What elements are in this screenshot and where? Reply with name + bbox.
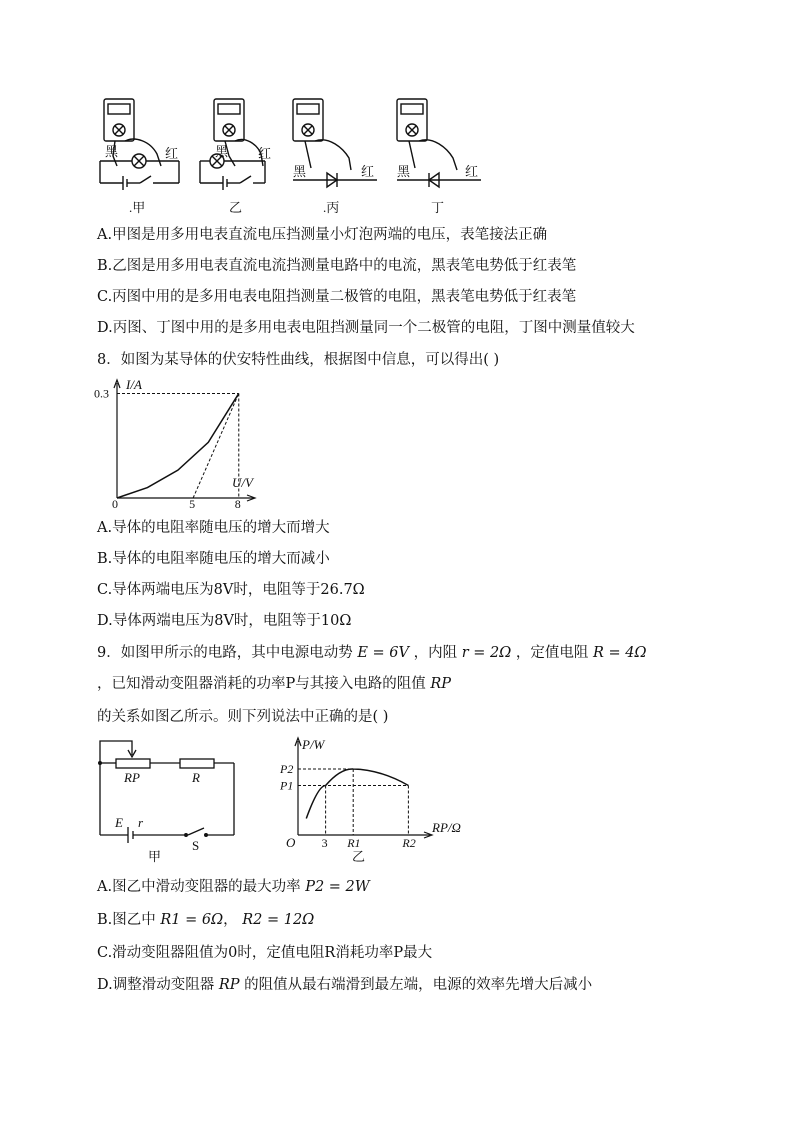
label-black: 黑 xyxy=(215,144,229,159)
q9-stem-b: ，内阻 xyxy=(413,645,458,661)
x-axis-label: U/V xyxy=(232,475,253,490)
origin-label: 0 xyxy=(112,497,118,511)
q9-internal-r: r = 2Ω xyxy=(461,645,512,661)
q9-option-a-text: A.图乙中滑动变阻器的最大功率 xyxy=(97,879,301,895)
label-red: 红 xyxy=(465,164,479,179)
q9-circuit xyxy=(92,735,242,865)
q9-stem-line2 xyxy=(97,674,451,694)
q8-option-d: D.导体两端电压为8V时，电阻等于10Ω xyxy=(97,613,352,629)
q9-option-d xyxy=(97,975,592,995)
q9-rp-symbol: RP xyxy=(430,676,452,692)
q9-option-b-eq2: R2 = 12Ω xyxy=(242,912,315,928)
x-tick-3: 3 xyxy=(321,836,328,850)
q8-option-c: C.导体两端电压为8V时，电阻等于26.7Ω xyxy=(97,582,365,598)
label-emf: E xyxy=(115,815,123,830)
q9-emf: E = 6V xyxy=(357,645,409,661)
iu-curve xyxy=(117,393,239,498)
q9-option-d-text: D.调整滑动变阻器 xyxy=(97,977,215,993)
q7-option-d: D.丙图、丁图中用的是多用电表电阻挡测量同一个二极管的电阻，丁图中测量值较大 xyxy=(97,320,635,336)
q9-option-d-symbol: RP xyxy=(218,977,240,993)
q7-option-b: B.乙图是用多用电表直流电流挡测量电路中的电流，黑表笔电势低于红表笔 xyxy=(97,258,577,274)
q9-stem-a: 9．如图甲所示的电路，其中电源电动势 xyxy=(97,645,353,661)
q8-option-a: A.导体的电阻率随电压的增大而增大 xyxy=(97,520,330,536)
label-rp: RP xyxy=(124,770,140,785)
caption-yi: 乙 xyxy=(352,849,366,864)
label-internal-r: r xyxy=(138,815,144,830)
caption-yi: 乙 xyxy=(229,200,243,215)
caption-jia: .甲 xyxy=(129,200,146,215)
q9-stem-line1 xyxy=(97,643,647,663)
q9-option-b-eq1: R1 = 6Ω xyxy=(160,912,224,928)
y-tick-p2: P2 xyxy=(280,762,294,776)
q9-fixed-r: R = 4Ω xyxy=(592,645,647,661)
x-tick-r1: R1 xyxy=(347,836,361,850)
label-red: 红 xyxy=(258,146,272,161)
label-red: 红 xyxy=(165,146,179,161)
caption-ding: 丁 xyxy=(431,200,445,215)
q9-option-b-sep: ， xyxy=(223,912,238,928)
y-tick-p1: P1 xyxy=(280,778,294,793)
y-tick-label: 0.3 xyxy=(94,386,109,401)
caption-jia: 甲 xyxy=(148,849,162,864)
q8-stem: 8．如图为某导体的伏安特性曲线，根据图中信息，可以得出( ) xyxy=(97,352,500,368)
q9-stem-line2-text: ，已知滑动变阻器消耗的功率P与其接入电路的阻值 xyxy=(97,676,426,692)
q9-option-a-eq: P2 = 2W xyxy=(305,879,370,895)
q9-option-b-text: B.图乙中 xyxy=(97,912,156,928)
multimeter-yi xyxy=(200,99,265,190)
x-tick-label: 5 xyxy=(189,497,196,511)
label-switch: S xyxy=(192,838,200,853)
q9-stem-line3: 的关系如图乙所示。则下列说法中正确的是( ) xyxy=(97,709,389,725)
label-black: 黑 xyxy=(293,164,307,179)
label-black: 黑 xyxy=(105,144,119,159)
label-black: 黑 xyxy=(397,164,411,179)
caption-bing: .丙 xyxy=(323,200,340,215)
y-axis-label: I/A xyxy=(126,377,142,392)
label-red: 红 xyxy=(361,164,375,179)
q7-figure xyxy=(95,96,515,216)
q9-option-d-text2: 的阻值从最右端滑到最左端，电源的效率先增大后减小 xyxy=(244,977,593,993)
q9-stem-c: ，定值电阻 xyxy=(515,645,589,661)
q9-power-chart xyxy=(280,735,480,865)
x-tick-r2: R2 xyxy=(402,836,416,850)
q9-option-a xyxy=(97,877,370,897)
x-tick-label: 8 xyxy=(234,497,241,511)
q7-option-c: C.丙图中用的是多用电表电阻挡测量二极管的电阻，黑表笔电势低于红表笔 xyxy=(97,289,577,305)
q8-option-b: B.导体的电阻率随电压的增大而减小 xyxy=(97,551,330,567)
y-axis-label: P/W xyxy=(302,737,325,752)
label-r-fixed: R xyxy=(192,770,200,785)
origin-label: O xyxy=(286,835,296,850)
q7-option-a: A.甲图是用多用电表直流电压挡测量小灯泡两端的电压，表笔接法正确 xyxy=(97,227,548,243)
q9-option-b xyxy=(97,910,314,930)
q8-iu-chart xyxy=(92,375,262,510)
x-axis-label: RP/Ω xyxy=(432,820,461,835)
power-curve xyxy=(306,769,408,819)
q9-option-c: C.滑动变阻器阻值为0时，定值电阻R消耗功率P最大 xyxy=(97,945,433,961)
